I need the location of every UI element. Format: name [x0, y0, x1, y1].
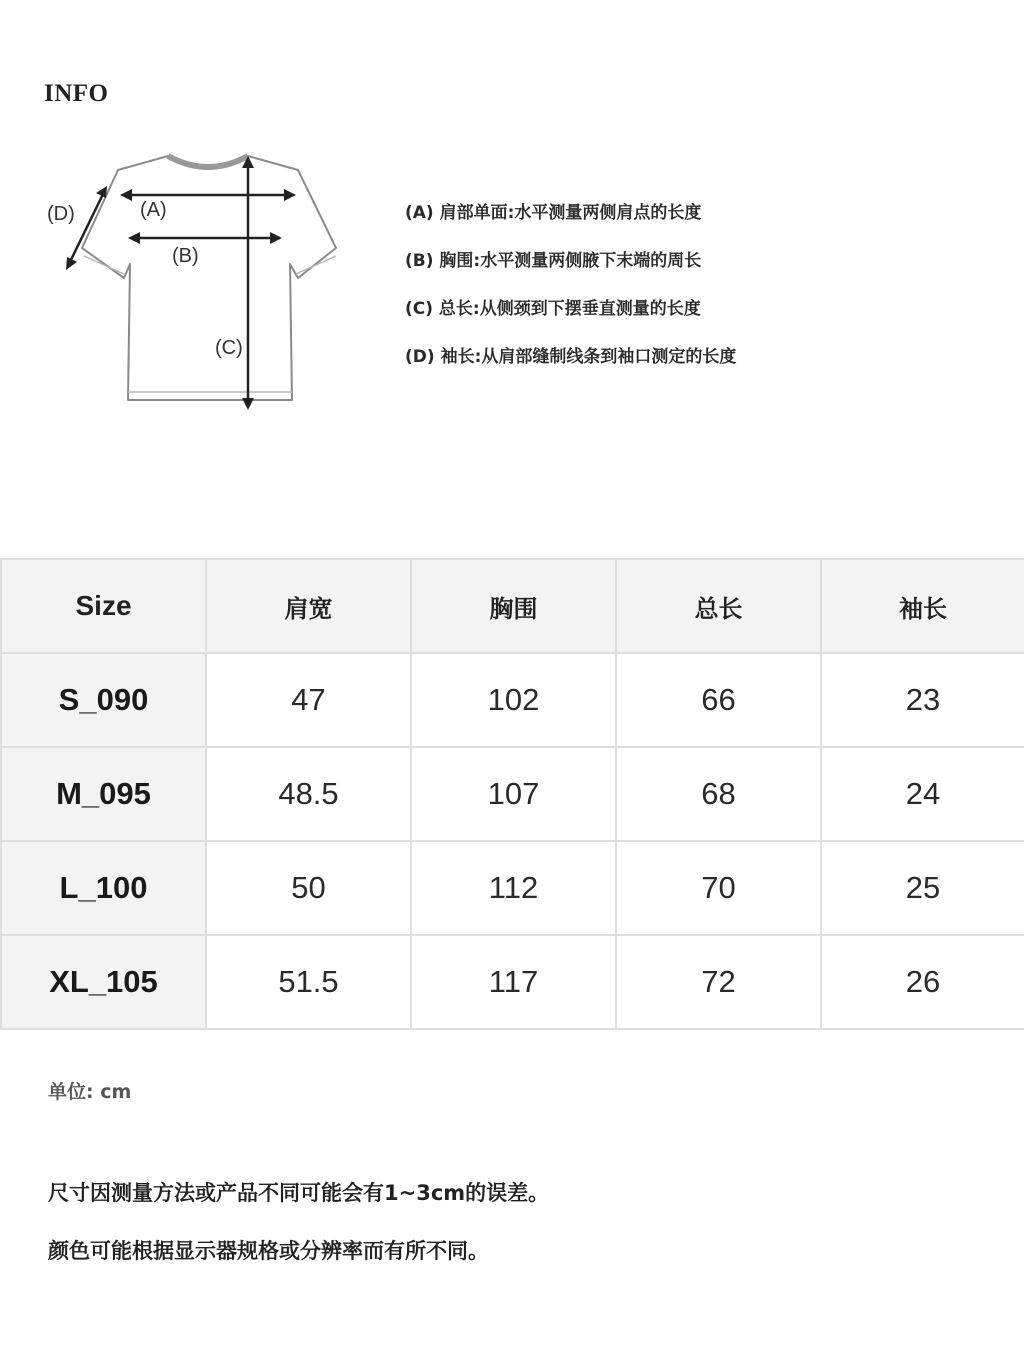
measurement-legend	[405, 200, 736, 392]
header-size: Size	[1, 559, 206, 653]
size-table	[0, 558, 1024, 1030]
table-cell: 117	[411, 935, 616, 1029]
table-row	[1, 841, 1024, 935]
legend-item-d: (D) 袖长:从肩部缝制线条到袖口测定的长度	[405, 347, 737, 367]
size-cell: L_100	[1, 841, 206, 935]
legend-item-c: (C) 总长:从侧颈到下摆垂直测量的长度	[405, 299, 701, 319]
table-header-row	[1, 559, 1024, 653]
legend-item-b: (B) 胸围:水平测量两侧腋下末端的周长	[405, 251, 702, 271]
table-cell: 102	[411, 653, 616, 747]
size-cell: M_095	[1, 747, 206, 841]
header-sleeve: 袖长	[821, 559, 1024, 653]
table-cell: 23	[821, 653, 1024, 747]
note-measurement-error: 尺寸因测量方法或产品不同可能会有1~3cm的误差。	[48, 1181, 550, 1205]
table-cell: 26	[821, 935, 1024, 1029]
note-color-difference: 颜色可能根据显示器规格或分辨率而有所不同。	[48, 1239, 489, 1263]
table-cell: 72	[616, 935, 821, 1029]
tshirt-measurement-icon	[40, 148, 360, 428]
table-cell: 107	[411, 747, 616, 841]
tshirt-diagram	[40, 148, 360, 428]
label-a: (A)	[140, 199, 167, 221]
label-b: (B)	[172, 245, 199, 267]
table-row	[1, 935, 1024, 1029]
label-d: (D)	[47, 203, 75, 225]
table-cell: 112	[411, 841, 616, 935]
unit-label: 单位: cm	[48, 1081, 132, 1103]
header-chest: 胸围	[411, 559, 616, 653]
table-row	[1, 747, 1024, 841]
header-length: 总长	[616, 559, 821, 653]
legend-item-a: (A) 肩部单面:水平测量两侧肩点的长度	[405, 203, 702, 223]
page-title: INFO	[44, 80, 109, 107]
header-shoulder: 肩宽	[206, 559, 411, 653]
table-cell: 48.5	[206, 747, 411, 841]
table-cell: 50	[206, 841, 411, 935]
size-cell: S_090	[1, 653, 206, 747]
table-row	[1, 653, 1024, 747]
table-cell: 68	[616, 747, 821, 841]
table-cell: 51.5	[206, 935, 411, 1029]
table-cell: 24	[821, 747, 1024, 841]
size-cell: XL_105	[1, 935, 206, 1029]
table-cell: 25	[821, 841, 1024, 935]
table-cell: 66	[616, 653, 821, 747]
label-c: (C)	[215, 337, 243, 359]
table-cell: 47	[206, 653, 411, 747]
table-cell: 70	[616, 841, 821, 935]
